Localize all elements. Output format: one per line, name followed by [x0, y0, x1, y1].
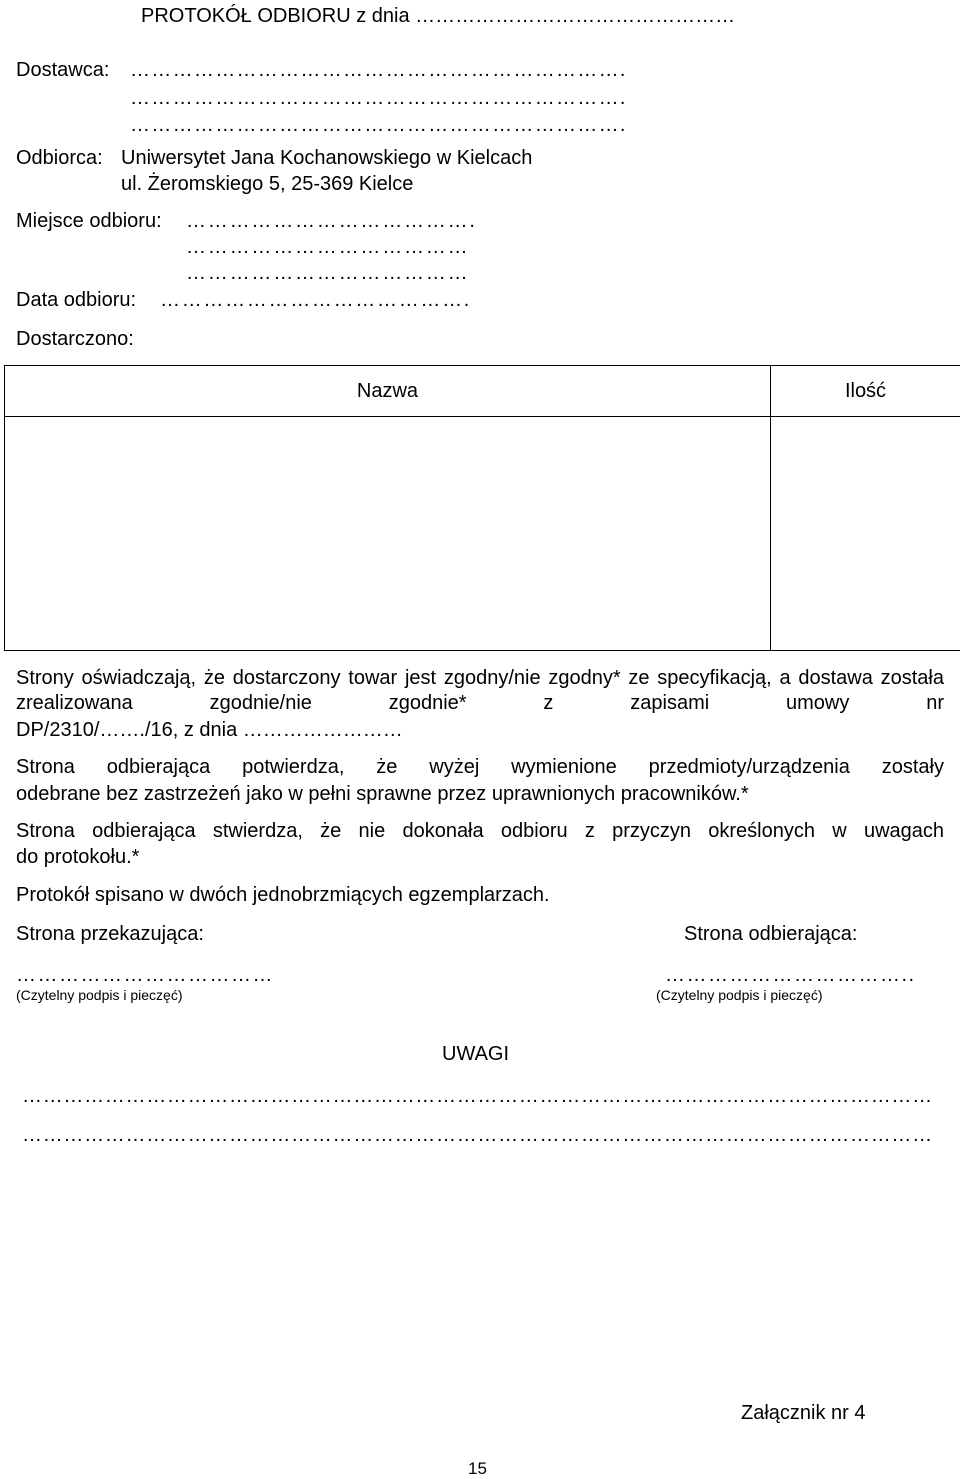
recipient-label: Odbiorca: [16, 147, 103, 169]
statement-copies: Protokół spisano w dwóch jednobrzmiących egzemplarzach. [16, 884, 550, 906]
column-header-name: Nazwa [5, 366, 771, 417]
item-name-cell [5, 417, 771, 651]
signature-right-label: Strona odbierająca: [684, 923, 858, 945]
delivered-items-table [4, 365, 960, 651]
signature-left-label: Strona przekazująca: [16, 923, 204, 945]
pickup-place-line-2: ………………………………… [186, 236, 470, 258]
signature-right-caption: (Czytelny podpis i pieczęć) [656, 987, 823, 1003]
attachment-label: Załącznik nr 4 [741, 1402, 866, 1424]
supplier-line-3: ……………………………………………………………. [130, 114, 627, 136]
pickup-place-line-1: …………………………………. [186, 210, 477, 232]
signature-left-caption: (Czytelny podpis i pieczęć) [16, 987, 183, 1003]
table-row [5, 417, 960, 651]
table-header-row [5, 366, 960, 417]
statement-rejection: Strona odbierająca stwierdza, że nie dokonała odbioru z przyczyn określonych w uwagach [16, 820, 944, 842]
notes-line-1: …………………………………………………………………………………………………………………… [22, 1085, 933, 1107]
signature-left-line: ……………………………… [16, 964, 274, 986]
supplier-label: Dostawca: [16, 59, 110, 81]
page-number: 15 [468, 1459, 487, 1478]
recipient-address: ul. Żeromskiego 5, 25-369 Kielce [121, 173, 414, 195]
statement-acceptance-cont: odebrane bez zastrzeżeń jako w pełni sprawne przez uprawnionych pracowników.* [16, 783, 749, 805]
statement-acceptance: Strona odbierająca potwierdza, że wyżej wymienione przedmioty/urządzenia zostały [16, 756, 944, 778]
pickup-place-line-3: ………………………………… [186, 262, 470, 284]
notes-line-2: …………………………………………………………………………………………………………………… [22, 1124, 933, 1146]
statement-rejection-cont: do protokołu.* [16, 846, 140, 868]
pickup-date-label: Data odbioru: [16, 289, 137, 311]
recipient-name: Uniwersytet Jana Kochanowskiego w Kielcach [121, 147, 533, 169]
notes-title: UWAGI [442, 1043, 510, 1065]
delivered-label: Dostarczono: [16, 328, 134, 350]
statement-compliance: Strony oświadczają, że dostarczony towar jest zgodny/nie zgodny* ze specyfikacją, a dostawa została zrealizowana zgodnie/nie zgodnie* z zapisami umowy nr [16, 667, 944, 714]
column-header-quantity: Ilość [771, 366, 960, 417]
supplier-line-2: ……………………………………………………………. [130, 87, 627, 109]
document-title: PROTOKÓŁ ODBIORU z dnia ………………………………………… [141, 5, 736, 27]
pickup-date-value: ……………………………………. [160, 289, 472, 311]
item-quantity-cell [771, 417, 960, 651]
signature-right-line: …………………………….. [665, 964, 916, 986]
statement-compliance-contract: DP/2310/……./16, z dnia …………………… [16, 719, 403, 741]
pickup-place-label: Miejsce odbioru: [16, 210, 162, 232]
supplier-line-1: ……………………………………………………………. [130, 59, 627, 81]
